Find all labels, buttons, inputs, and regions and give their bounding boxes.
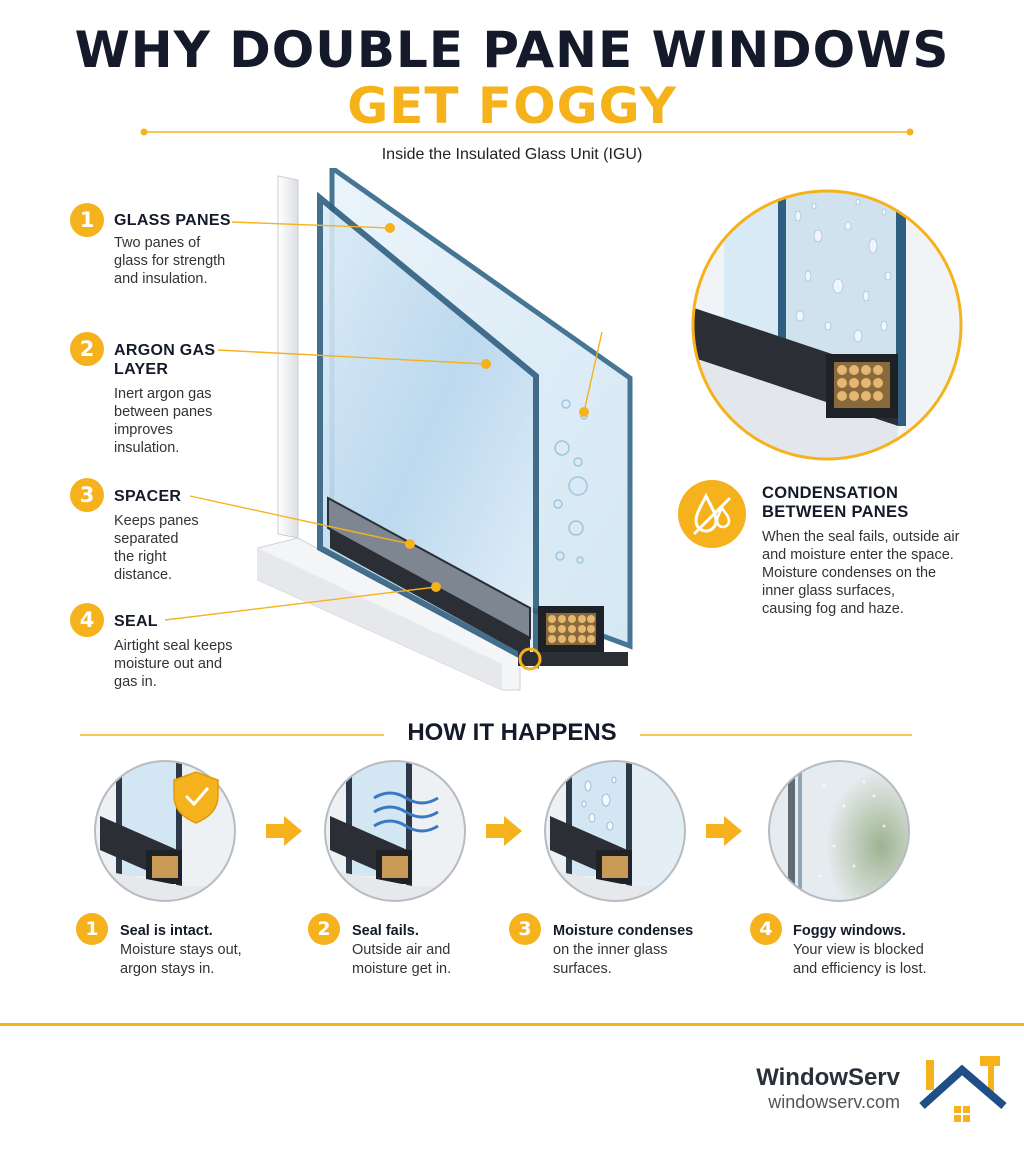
part-2-desc-3: improves — [114, 422, 173, 438]
arrow-right-icon — [704, 816, 744, 846]
step-1-badge: 1 — [76, 913, 108, 945]
title-line-2: GET FOGGY — [347, 77, 677, 135]
condensation-desc-2: and moisture enter the space. — [762, 547, 954, 563]
part-1-desc-3: and insulation. — [114, 271, 208, 287]
part-4-title: SEAL — [114, 613, 158, 630]
part-1-title: GLASS PANES — [114, 212, 231, 229]
part-3-desc-2: separated — [114, 531, 179, 547]
step-4-illustration — [764, 756, 914, 906]
title-line-1: WHY DOUBLE PANE WINDOWS — [74, 21, 950, 79]
part-2-title: ARGON GAS — [114, 342, 216, 359]
step-3-illustration — [540, 756, 690, 906]
part-3-label — [114, 487, 199, 584]
part-3-desc-4: distance. — [114, 567, 173, 583]
step-3-title: Moisture condenses — [553, 923, 694, 939]
arrow-right-icon — [264, 816, 304, 846]
step-3-line-3: surfaces. — [553, 961, 612, 977]
step-4-line-3: and efficiency is lost. — [793, 961, 927, 977]
part-4-desc-2: moisture out and — [114, 656, 223, 672]
step-3-line-2: on the inner glass — [553, 942, 668, 958]
part-1-badge: 1 — [70, 203, 104, 237]
condensation-title-1: CONDENSATION — [762, 484, 899, 502]
step-1-line-3: argon stays in. — [120, 961, 215, 977]
condensation-droplet-icon — [676, 478, 748, 550]
part-2-label — [114, 341, 215, 457]
condensation-zoom-circle — [688, 186, 966, 464]
part-3-desc-3: the right — [114, 549, 167, 565]
condensation-desc-3: Moisture condenses on the — [762, 565, 937, 581]
step-2-line-3: moisture get in. — [352, 961, 452, 977]
part-4-label — [114, 612, 232, 691]
part-2-badge: 2 — [70, 332, 104, 366]
step-1-illustration — [90, 756, 240, 906]
step-4-line-2: Your view is blocked — [793, 942, 924, 958]
arrow-right-icon — [484, 816, 524, 846]
step-2-title: Seal fails. — [352, 923, 419, 939]
step-1-line-2: Moisture stays out, — [120, 942, 242, 958]
condensation-desc-1: When the seal fails, outside air — [762, 529, 960, 545]
part-3-badge: 3 — [70, 478, 104, 512]
part-2-desc-4: insulation. — [114, 440, 180, 456]
step-3-badge: 3 — [509, 913, 541, 945]
step-1-title: Seal is intact. — [120, 923, 213, 939]
part-4-desc-1: Airtight seal keeps — [114, 638, 233, 654]
house-logo-icon — [918, 1048, 1008, 1130]
part-2-desc-2: between panes — [114, 404, 213, 420]
brand-url: windowserv.com — [768, 1092, 900, 1112]
part-4-desc-3: gas in. — [114, 674, 157, 690]
part-3-desc-1: Keeps panes — [114, 513, 199, 529]
part-2-desc-1: Inert argon gas — [114, 386, 212, 402]
part-3-title: SPACER — [114, 488, 182, 505]
condensation-label — [762, 484, 959, 618]
step-4-text — [793, 922, 927, 979]
step-2-badge: 2 — [308, 913, 340, 945]
condensation-desc-4: inner glass surfaces, — [762, 583, 895, 599]
part-4-badge: 4 — [70, 603, 104, 637]
step-4-badge: 4 — [750, 913, 782, 945]
condensation-desc-5: causing fog and haze. — [762, 601, 904, 617]
step-2-text — [352, 922, 451, 979]
subtitle: Inside the Insulated Glass Unit (IGU) — [381, 146, 643, 163]
part-2-title-2: LAYER — [114, 361, 169, 378]
footer-divider — [0, 1023, 1024, 1026]
step-2-line-2: Outside air and — [352, 942, 451, 958]
part-1-desc-2: glass for strength — [114, 253, 226, 269]
step-4-title: Foggy windows. — [793, 923, 906, 939]
step-3-text — [553, 922, 693, 979]
condensation-title-2: BETWEEN PANES — [762, 503, 909, 521]
step-2-illustration — [320, 756, 470, 906]
part-1-label — [114, 211, 231, 288]
part-1-desc-1: Two panes of — [114, 235, 201, 251]
step-1-text — [120, 922, 242, 979]
brand-name: WindowServ — [756, 1064, 900, 1091]
how-it-happens-title: HOW IT HAPPENS — [407, 719, 617, 746]
